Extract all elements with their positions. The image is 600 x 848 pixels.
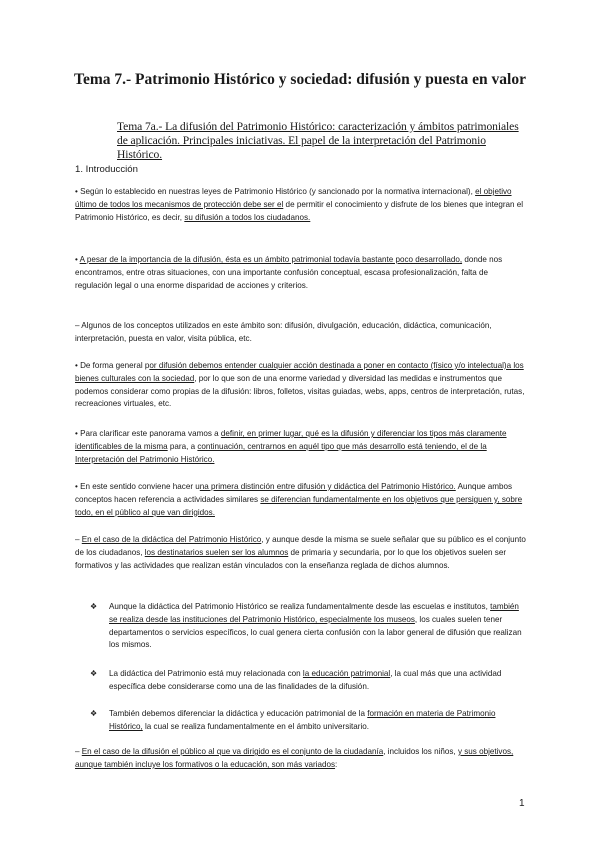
list-item-text: También debemos diferenciar la didáctica y educación patrimonial de la formación en materia de Patrimonio Histórico, la cual se realiza fundamentalmente en el ámbito universitario. <box>109 709 496 731</box>
list-item <box>90 668 527 694</box>
document-title: Tema 7.- Patrimonio Histórico y sociedad: difusión y puesta en valor <box>74 71 526 88</box>
paragraph-8: – En el caso de la difusión el público al que va dirigido es el conjunto de la ciudadanía, incluidos los niños, y sus objetivos, aunque también incluye los formativos o la educación, son más variados: <box>75 747 514 769</box>
diamond-bullet-icon: ❖ <box>90 709 98 718</box>
section-heading: 1. Introducción <box>75 164 138 175</box>
list-item-text: Aunque la didáctica del Patrimonio Histórico se realiza fundamentalmente desde las escuelas e institutos, también se realiza desde las instituciones del Patrimonio Histórico, especialmente los museos, los cuales suelen tener departamentos o servicios específicos, lo cual genera cierta confusión con la labor general de difusión que realizan los mismos. <box>109 602 522 650</box>
list-item <box>90 601 527 652</box>
paragraph-3: – Algunos de los conceptos utilizados en este ámbito son: difusión, divulgación, educación, didáctica, comunicación, interpretación, puesta en valor, visita pública, etc. <box>75 321 492 343</box>
paragraph-7: – En el caso de la didáctica del Patrimonio Histórico, y aunque desde la misma se suele señalar que su público es el conjunto de los ciudadanos, los destinatarios suelen ser los alumnos de primaria y secundaria, por lo que los objetivos suelen ser formativos y las actividades que realizan están vinculados con la enseñanza reglada de dichos alumnos. <box>75 535 526 570</box>
paragraph-6: • En este sentido conviene hacer una primera distinción entre difusión y didáctica del Patrimonio Histórico. Aunque ambos conceptos hacen referencia a actividades similares se diferencian fundamentalmente en los objetivos que persiguen y, sobre todo, en el público al que van dirigidos. <box>75 482 523 517</box>
document-subtitle: Tema 7a.- La difusión del Patrimonio Histórico: caracterización y ámbitos patrimoniales de aplicación. Principales iniciativas. El papel de la interpretación del Patrimonio Histórico. <box>117 120 519 161</box>
page-number: 1 <box>519 798 525 809</box>
paragraph-5: • Para clarificar este panorama vamos a definir, en primer lugar, qué es la difusión y diferenciar los tipos más claramente identificables de la misma para, a continuación, centrarnos en aquél tipo que más desarrollo está teniendo, el de la Interpretación del Patrimonio Histórico. <box>75 429 507 464</box>
diamond-bullet-icon: ❖ <box>90 669 98 678</box>
paragraph-2: • A pesar de la importancia de la difusión, ésta es un ámbito patrimonial todavía bastante poco desarrollado, donde nos encontramos, entre otras situaciones, con una importante confusión conceptual, escasa profesionalización, falta de regulación legal o una enorme disparidad de acciones y criterios. <box>75 255 503 290</box>
diamond-bullet-icon: ❖ <box>90 602 98 611</box>
paragraph-1: • Según lo establecido en nuestras leyes de Patrimonio Histórico (y sancionado por la normativa internacional), el objetivo último de todos los mecanismos de protección debe ser el de permitir el conocimiento y disfrute de los bienes que integran el Patrimonio Histórico, es decir, su difusión a todos los ciudadanos. <box>75 187 524 222</box>
list-item <box>90 708 527 734</box>
paragraph-4: • De forma general por difusión debemos entender cualquier acción destinada a poner en contacto (físico y/o intelectual)a los bienes culturales con la sociedad, por lo que son de una enorme variedad y diversidad las medidas e instrumentos que podemos considerar como propias de la difusión: libros, folletos, visitas guiadas, webs, apps, centros de interpretación, rutas, recreaciones virtuales, etc. <box>75 361 525 409</box>
list-item-text: La didáctica del Patrimonio está muy relacionada con la educación patrimonial, la cual más que una actividad específica debe considerarse como una de las finalidades de la difusión. <box>109 669 502 691</box>
